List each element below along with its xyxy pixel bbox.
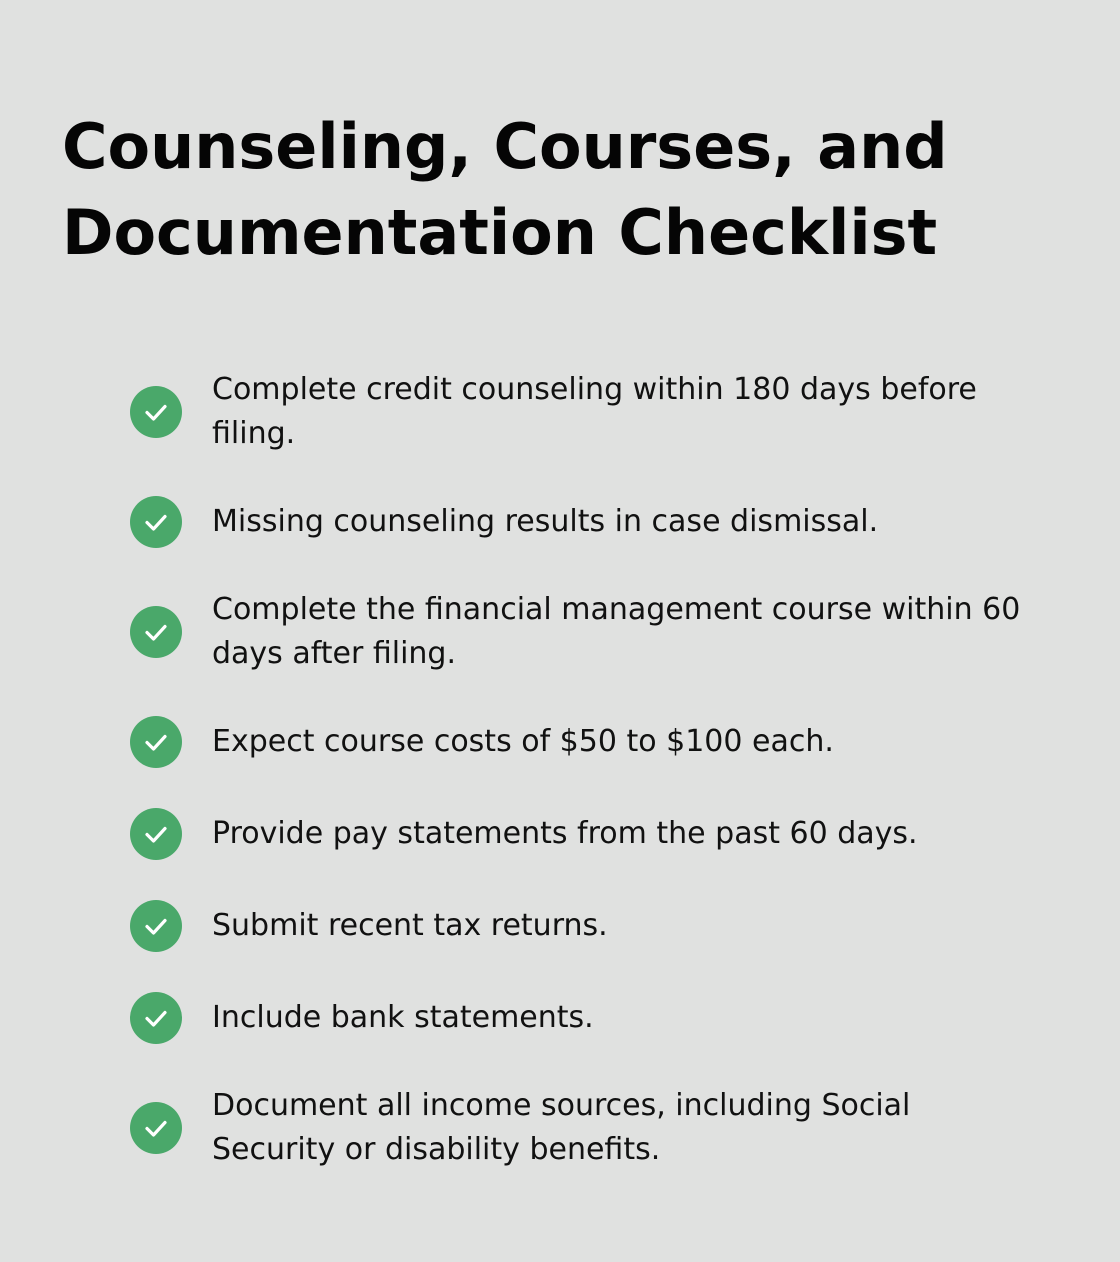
check-circle-icon: [130, 496, 182, 548]
checklist-item-text: Document all income sources, including Social Security or disability benefits.: [212, 1088, 911, 1167]
checklist-item-text: Expect course costs of $50 to $100 each.: [212, 724, 834, 759]
check-circle-icon: [130, 606, 182, 658]
title-line-1: Counseling, Courses, and: [62, 110, 948, 183]
check-circle-icon: [130, 992, 182, 1044]
checklist-item-text: Complete credit counseling within 180 days before filing.: [212, 372, 977, 451]
check-circle-icon: [130, 386, 182, 438]
checklist-item-text: Provide pay statements from the past 60 days.: [212, 816, 918, 851]
checklist-item-text: Include bank statements.: [212, 1000, 594, 1035]
check-circle-icon: [130, 808, 182, 860]
title-line-2: Documentation Checklist: [62, 196, 938, 269]
checklist-item-text: Complete the financial management course within 60 days after filing.: [212, 592, 1021, 671]
check-circle-icon: [130, 1102, 182, 1154]
checklist-item-text: Missing counseling results in case dismissal.: [212, 504, 879, 539]
checklist-item-text: Submit recent tax returns.: [212, 908, 608, 943]
page-title: [62, 104, 1062, 276]
check-circle-icon: [130, 900, 182, 952]
check-circle-icon: [130, 716, 182, 768]
